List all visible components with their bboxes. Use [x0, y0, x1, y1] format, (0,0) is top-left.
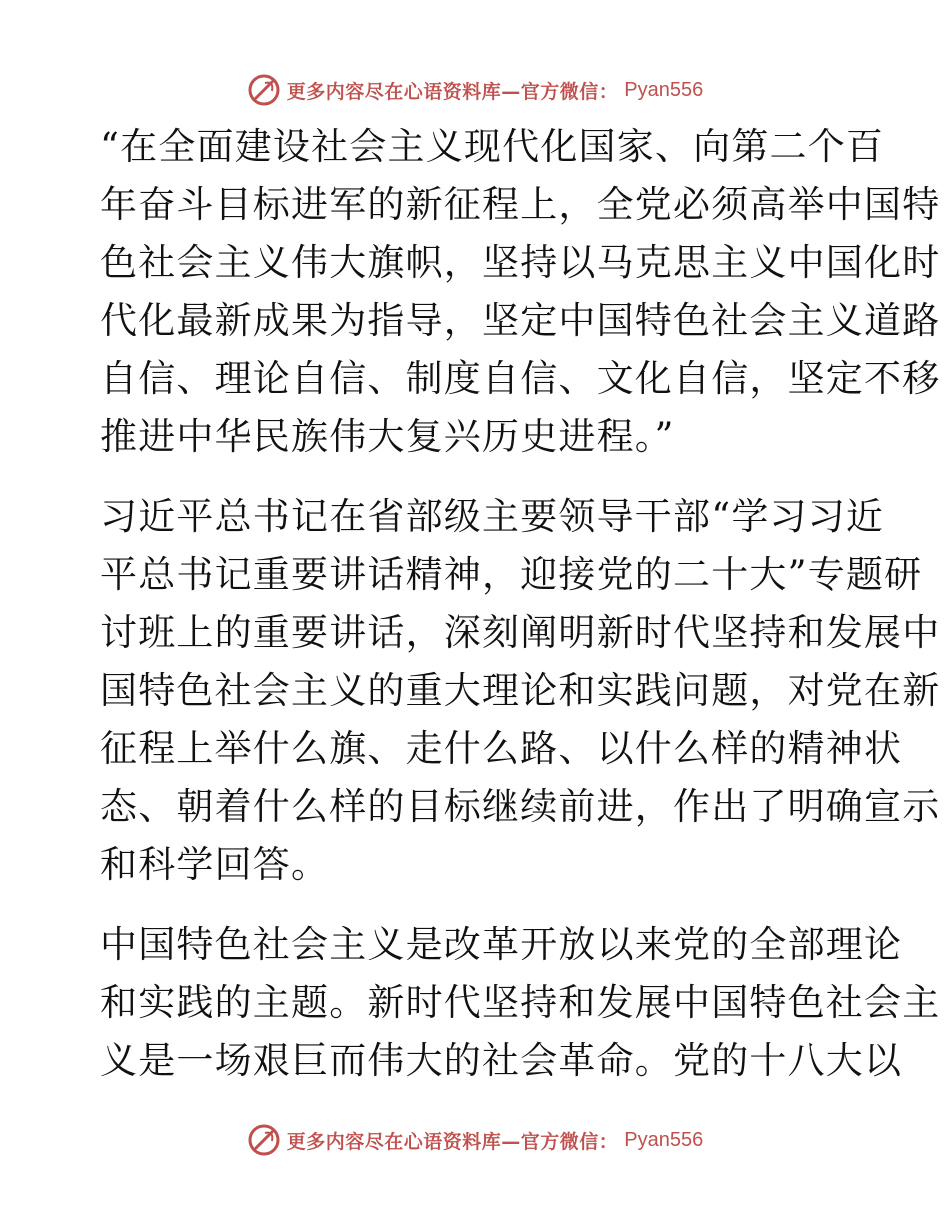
text-line: 习近平总书记在省部级主要领导干部“学习习近 — [100, 495, 885, 538]
banner-contact-id: Pyan556 — [624, 1128, 704, 1151]
banner-text: 更多内容尽在心语资料库—官方微信： — [286, 80, 619, 103]
quill-logo-icon — [247, 73, 281, 107]
paragraph-quote — [100, 118, 941, 466]
banner-contact-id: Pyan556 — [624, 78, 704, 101]
text-line: 讨班上的重要讲话，深刻阐明新时代坚持和发展中 — [100, 611, 941, 654]
document-body — [100, 118, 941, 1090]
text-line: 年奋斗目标进军的新征程上，全党必须高举中国特 — [100, 183, 941, 226]
header-watermark-banner — [0, 70, 950, 110]
footer-watermark-banner — [0, 1120, 950, 1160]
paragraph-speech — [100, 488, 941, 894]
quill-logo-icon — [247, 1123, 281, 1157]
text-line: 和实践的主题。新时代坚持和发展中国特色社会主 — [100, 981, 941, 1024]
text-line: 色社会主义伟大旗帜，坚持以马克思主义中国化时 — [100, 241, 941, 284]
text-line: 和科学回答。 — [100, 843, 330, 886]
text-line: 中国特色社会主义是改革开放以来党的全部理论 — [100, 923, 903, 966]
text-line: 自信、理论自信、制度自信、文化自信，坚定不移 — [100, 357, 941, 400]
text-line: “在全面建设社会主义现代化国家、向第二个百 — [100, 125, 885, 168]
text-line: 推进中华民族伟大复兴历史进程。” — [100, 415, 675, 458]
banner-text: 更多内容尽在心语资料库—官方微信： — [286, 1130, 619, 1153]
text-line: 征程上举什么旗、走什么路、以什么样的精神状 — [100, 727, 903, 770]
text-line: 代化最新成果为指导，坚定中国特色社会主义道路 — [100, 299, 941, 342]
text-line: 态、朝着什么样的目标继续前进，作出了明确宣示 — [100, 785, 941, 828]
text-line: 义是一场艰巨而伟大的社会革命。党的十八大以 — [100, 1039, 903, 1082]
paragraph-theme — [100, 916, 941, 1090]
text-line: 国特色社会主义的重大理论和实践问题，对党在新 — [100, 669, 941, 712]
text-line: 平总书记重要讲话精神，迎接党的二十大”专题研 — [100, 553, 923, 596]
